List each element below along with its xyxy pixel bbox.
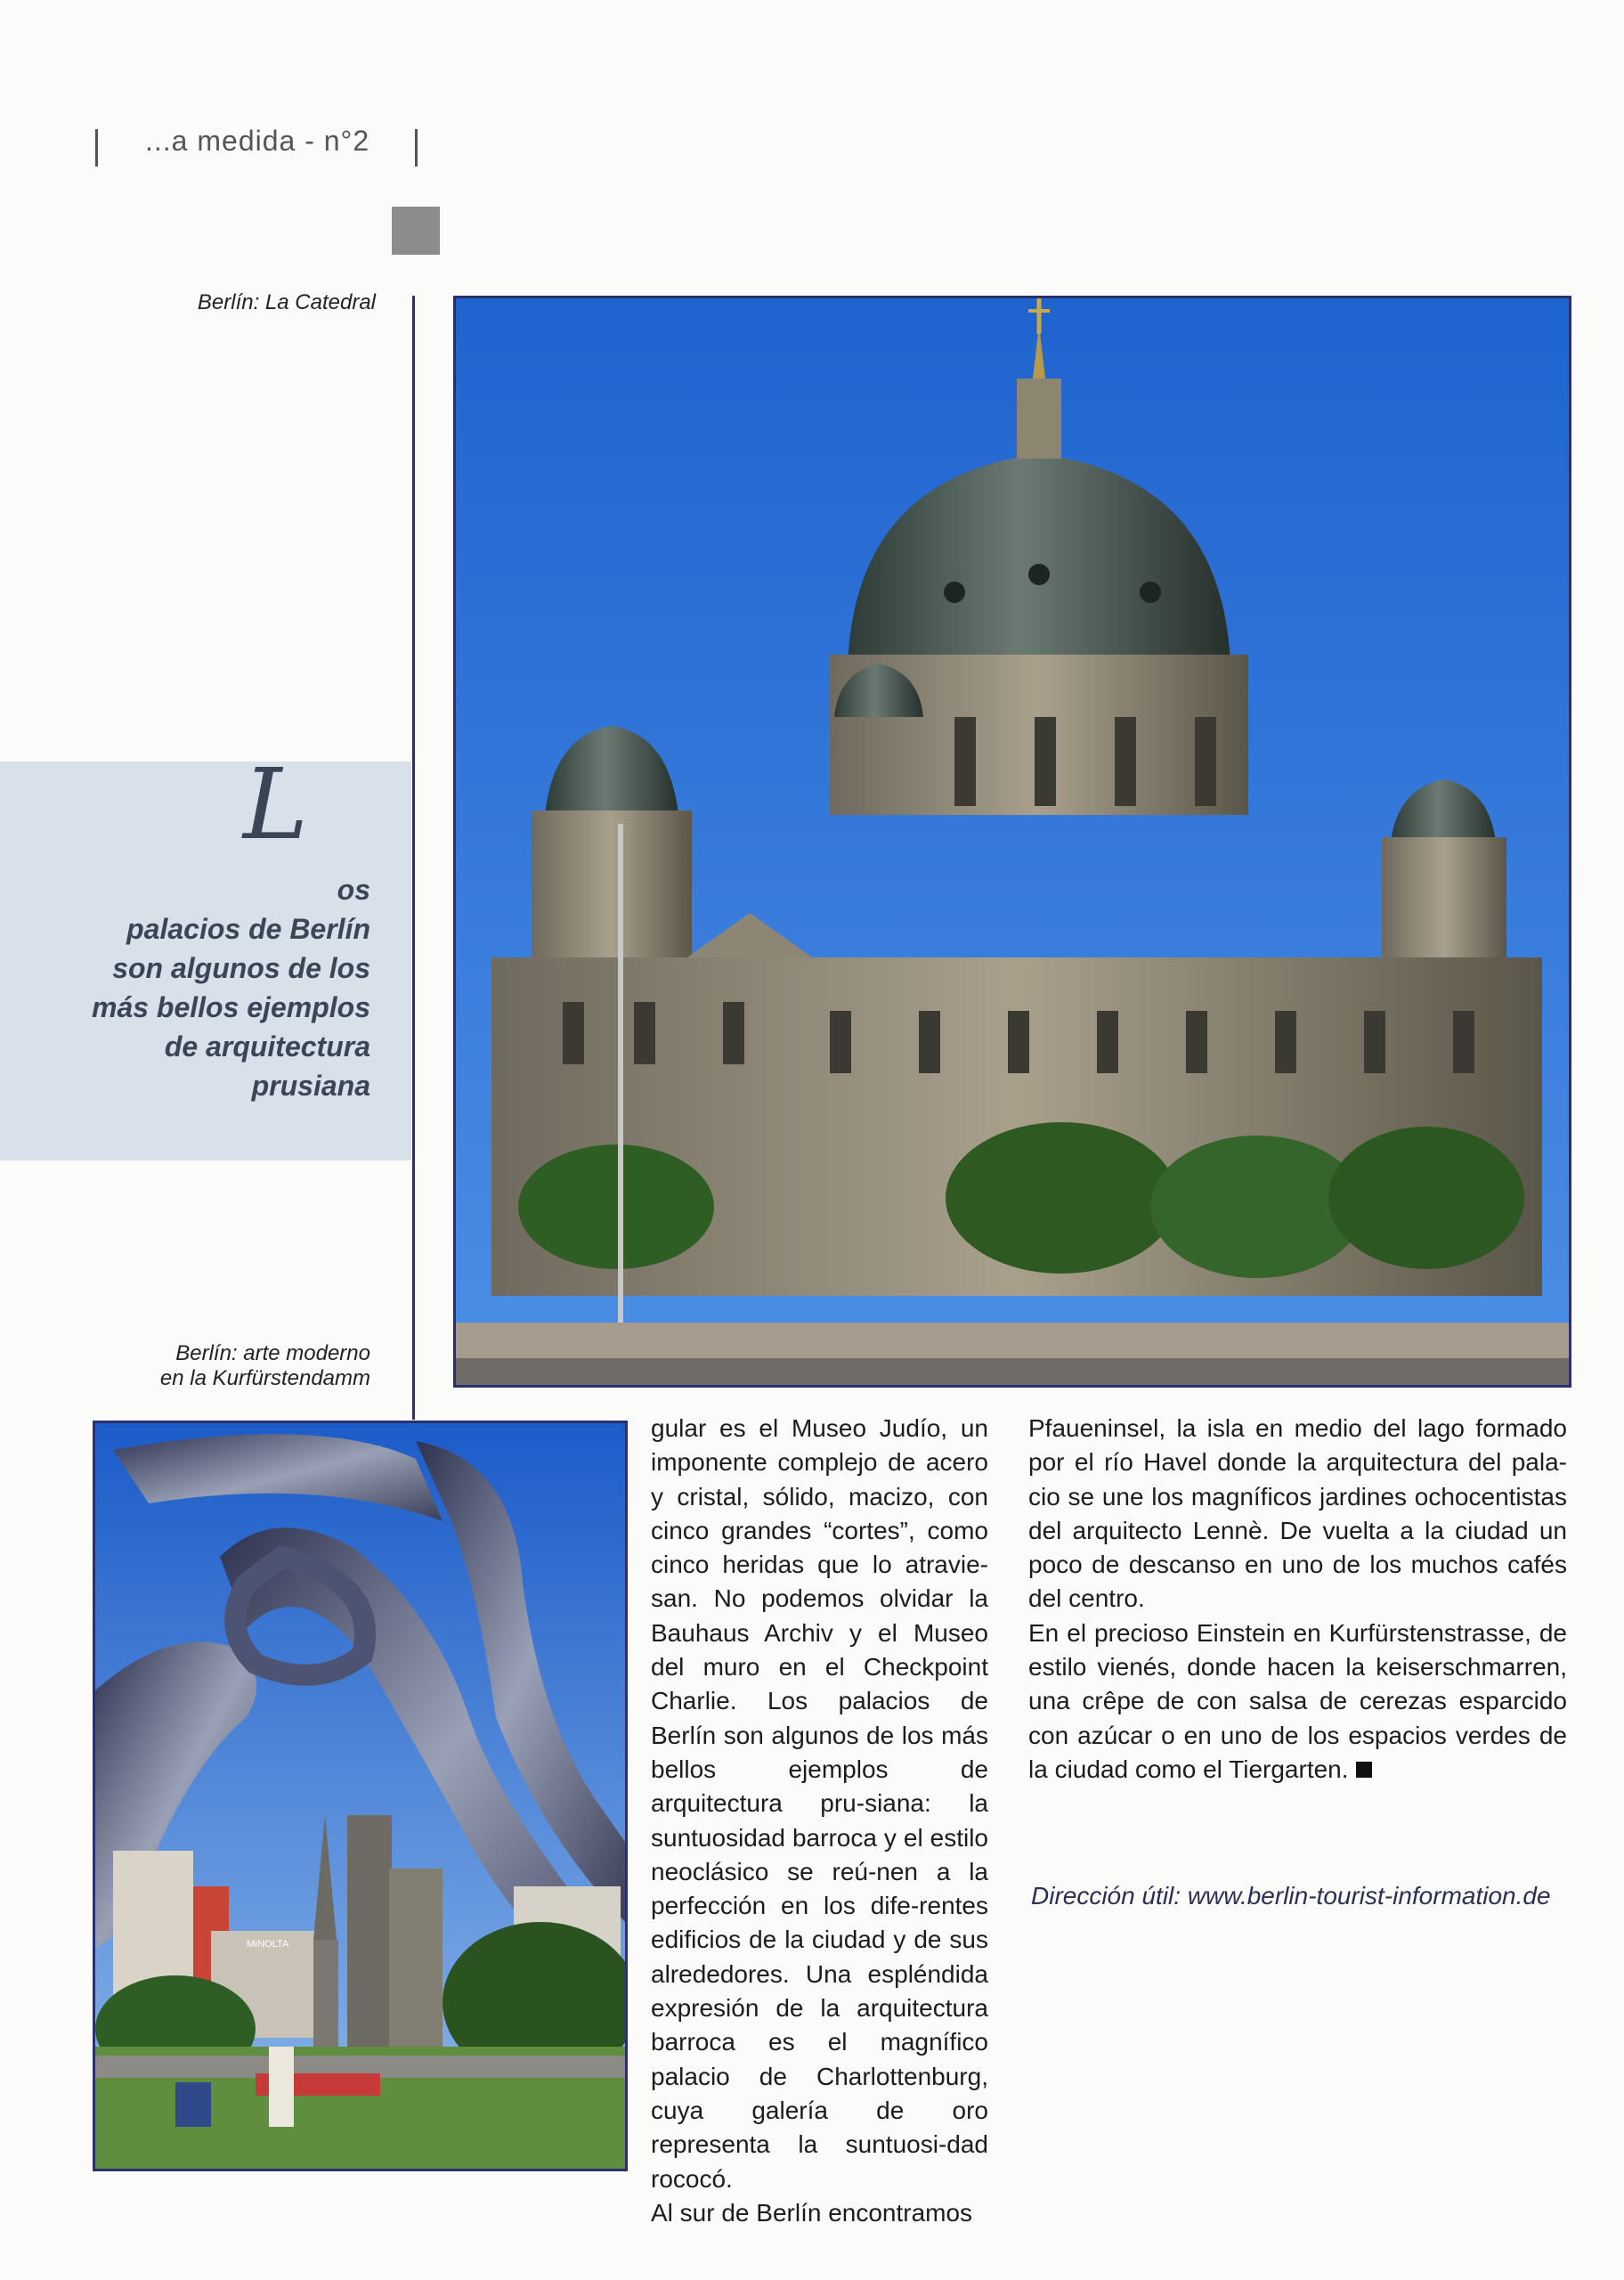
useful-address: Dirección útil: www.berlin-tourist-information.de [1031, 1882, 1551, 1910]
photo-berlin-cathedral [453, 296, 1571, 1388]
column-2-paragraph-2-text: En el precioso Einstein en Kurfürstenstrasse, de estilo vienés, donde hacen la keiserschmarren, una crêpe de con salsa de cerezas esparcido con azúcar o en uno de los espacios verdes de la ciudad como el Tiergarten. [1028, 1618, 1567, 1783]
pull-quote-box [0, 747, 411, 1160]
sculpture-illustration [95, 1423, 625, 2169]
column-2-paragraph-1: Pfaueninsel, la isla en medio del lago formado por el río Havel donde la arquitectura del pala-cio se une los magníficos jardines ochocentistas del arquitecto Lennè. De vuelta a la ciudad un poco de descanso en uno de los muchos cafés del centro. [1028, 1414, 1567, 1613]
pull-quote-line: de arquitectura [164, 1030, 370, 1063]
vertical-divider [412, 296, 415, 1420]
pull-quote-line: palacios de Berlín [126, 913, 370, 945]
caption-modern-line1: Berlín: arte moderno [175, 1341, 370, 1365]
minolta-sign: MINOLTA [247, 1939, 289, 1950]
article-column-2 [1028, 1412, 1567, 1787]
pull-quote-line: prusiana [251, 1070, 370, 1102]
photo-kurfurstendamm-sculpture [93, 1421, 628, 2171]
cathedral-illustration [456, 298, 1569, 1385]
end-of-article-mark [1356, 1762, 1372, 1778]
caption-cathedral: Berlín: La Catedral [197, 290, 376, 314]
article-column-1 [651, 1412, 988, 2230]
column-1-last-line: Al sur de Berlín encontramos [651, 2198, 973, 2227]
section-title: ...a medida - n°2 [145, 125, 370, 157]
pull-quote-line: son algunos de los [112, 952, 370, 984]
pull-quote-first: os [337, 874, 370, 906]
header-rule-right [415, 129, 418, 167]
pull-quote-line: más bellos ejemplos [91, 991, 370, 1023]
column-1-text: gular es el Museo Judío, un imponente complejo de acero y cristal, sólido, macizo, con cinco grandes “cortes”, como cinco heridas que lo atravie-san. No podemos olvidar la Bauhaus Archiv y el Museo del muro en el Checkpoint Charlie. Los palacios de Berlín son algunos de los más bellos ejemplos de arquitectura pru-siana: la suntuosidad barroca y el estilo neoclásico se reú-nen a la perfección en los dife-rentes edificios de la ciudad y de sus alrededores. Una espléndida expresión de la arquitectura barroca es el magnífico palacio de Charlottenburg, cuya galería de oro representa la suntuosi-dad rococó. [651, 1414, 988, 2193]
column-2-paragraph-2 [1028, 1616, 1567, 1787]
pull-quote-dropcap: L [242, 747, 308, 861]
caption-modern-line2: en la Kurfürstendamm [159, 1366, 370, 1390]
header-rule-left [95, 129, 98, 167]
section-marker [392, 207, 440, 255]
pull-quote [14, 747, 370, 1105]
caption-modern-art [107, 1341, 370, 1391]
